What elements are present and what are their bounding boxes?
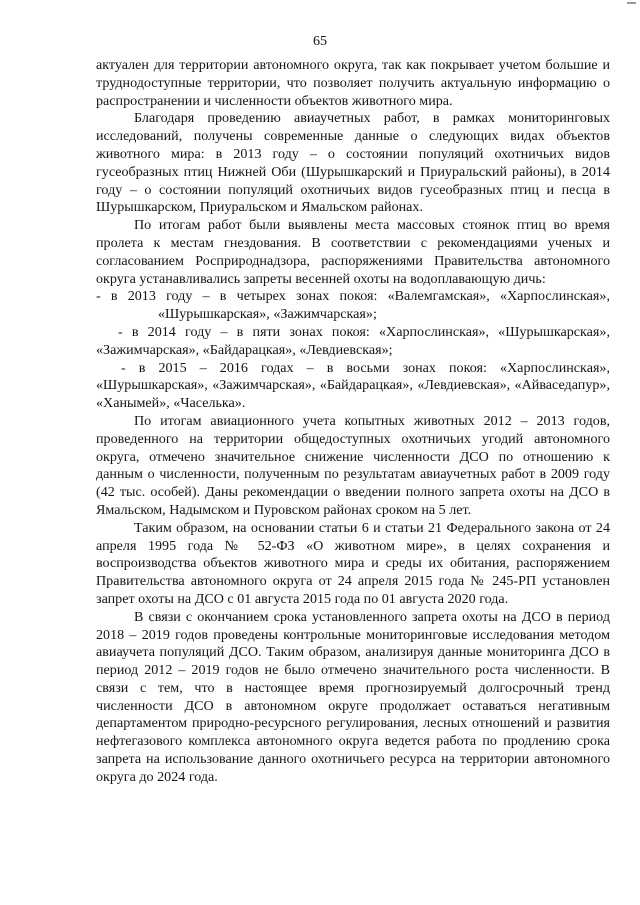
page-number: 65 (313, 34, 327, 49)
list-item-2015-2016: - в 2015 – 2016 годах – в восьми зонах покоя: «Харпослинская», «Шурышкарская», «Зажимчарская», «Байдарацкая», «Левдиевская», «Айваседапур», «Ханымей», «Часелька». (96, 359, 610, 412)
paragraph-ungulate-survey: По итогам авиационного учета копытных животных 2012 – 2013 годов, проведенного на территории общедоступных охотничьих угодий автономного округа, отмечено значительное снижение численности ДСО по отношению к данным о численности, полученным по результатам авиаучетных работ в 2009 году (42 тыс. особей). Даны рекомендации о введении полного запрета охоты на ДСО в Ямальском, Надымском и Пуровском районах сроком на 5 лет. (96, 412, 610, 518)
paragraph-hunting-bans: По итогам работ были выявлены места массовых стоянок птиц во время пролета к местам гнездования. В соответствии с рекомендациями ученых и согласованием Росприроднадзора, распоряжениями Правительства автономного округа устанавливались запреты весенней охоты на водоплавающую дичь: (96, 217, 610, 287)
paragraph-ban-extension: В связи с окончанием срока установленного запрета охоты на ДСО в период 2018 – 2019 годов проведены контрольные мониторинговые исследования методом авиаучета популяций ДСО. Таким образом, анализируя данные мониторинга ДСО в период 2012 – 2019 годов не было отмечено значительного роста численности. В связи с тем, что в настоящее время прогнозируемый долгосрочный тренд численности ДСО в автономном округе продолжает оставаться негативным департаментом природно-ресурсного регулирования, лесных отношений и развития нефтегазового комплекса автономного округа ведется работа по продлению срока запрета на использование данного охотничьего ресурса на территории автономного округа до 2024 года. (96, 608, 610, 785)
document-body (96, 57, 610, 787)
paragraph-aerial-surveys: Благодаря проведению авиаучетных работ, в рамках мониторинговых исследований, получены современные данные о следующих видах объектов животного мира: в 2013 году – о состоянии популяций охотничьих видов гусеобразных птиц Нижней Оби (Шурышкарский и Приуральский районы), в 2014 году – о состоянии популяций охотничьих видов гусеобразных птиц и песца в Шурышкарском, Приуральском и Ямальском районах. (96, 110, 610, 216)
paragraph-continuation: актуален для территории автономного округа, так как покрывает учетом большие и труднодоступные территории, что позволяет получить актуальную информацию о распространении и численности объектов животного мира. (96, 57, 610, 109)
list-item-2013: - в 2013 году – в четырех зонах покоя: «Валемгамская», «Харпослинская», «Шурышкарская», «Зажимчарская»; (96, 288, 610, 323)
paragraph-legal-basis: Таким образом, на основании статьи 6 и статьи 21 Федерального закона от 24 апреля 1995 года № 52-ФЗ «О животном мире», в целях сохранения и воспроизводства объектов животного мира и среды их обитания, распоряжением Правительства автономного округа от 24 апреля 2015 года № 245-РП установлен запрет охоты на ДСО с 01 августа 2015 года по 01 августа 2020 года. (96, 519, 610, 607)
scan-corner-mark (627, 2, 636, 4)
list-item-2014: - в 2014 году – в пяти зонах покоя: «Харпослинская», «Шурышкарская», «Зажимчарская», «Байдарацкая», «Левдиевская»; (96, 323, 610, 358)
